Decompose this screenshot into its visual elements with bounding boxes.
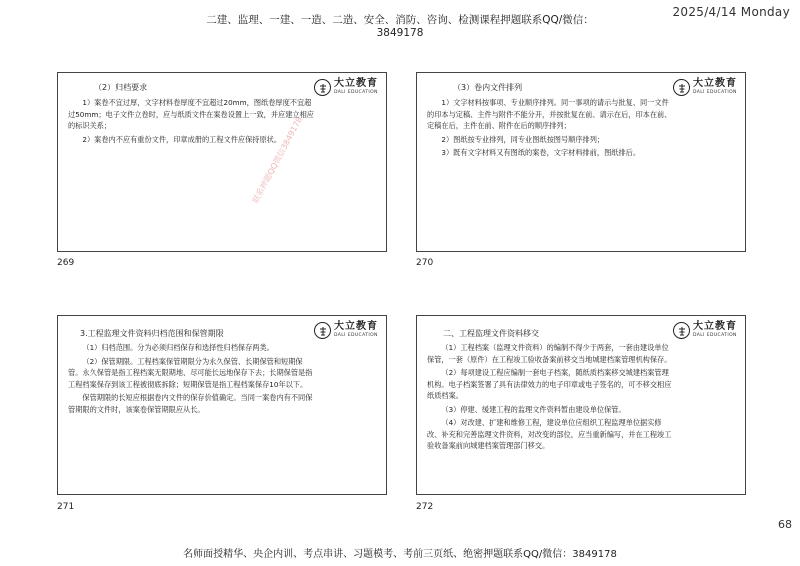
logo-seal-icon	[314, 79, 331, 96]
brand-logo	[314, 322, 378, 339]
logo-seal-icon	[314, 322, 331, 339]
brand-logo	[673, 322, 737, 339]
logo-name: 大立教育	[334, 321, 378, 333]
brand-logo	[673, 79, 737, 96]
logo-name: 大立教育	[693, 321, 737, 333]
logo-seal-icon	[673, 79, 690, 96]
paragraph: 2）案卷内不应有重份文件，印章成册的工程文件应保持原状。	[82, 134, 282, 144]
slide-body	[68, 97, 316, 147]
slide-heading: （3）卷内文件排列	[453, 83, 523, 92]
page-number: 272	[416, 502, 434, 512]
slide-272	[416, 315, 746, 495]
paragraph: （2）保管期限。工程档案保管期限分为永久保管、长期保管和短期保管。永久保管是指工程档案无限期地、尽可能长远地保存下去；长期保管是指工程档案保存到该工程被彻底拆除；短期保管是指工程档案保存10年以下。	[68, 356, 313, 389]
slide-271	[57, 315, 387, 495]
logo-name: 大立教育	[693, 78, 737, 90]
logo-name: 大立教育	[334, 78, 378, 90]
paragraph: （2）每项建设工程应编制一套电子档案，随纸质档案移交城建档案管理机构。电子档案签署了具有法律效力的电子印章或电子签名的，可不移交相应纸质档案。	[427, 368, 672, 401]
header-contact-text: 二建、监理、一建、一造、二造、安全、消防、咨询、检测课程押题联系QQ/微信：3849178	[206, 14, 594, 39]
brand-logo	[314, 79, 378, 96]
paragraph: 2）图纸按专业排列，同专业图纸按图号顺序排列；	[441, 134, 605, 144]
page-number: 271	[57, 502, 75, 512]
logo-seal-icon	[673, 322, 690, 339]
paragraph: （4）对改建、扩建和维修工程，建设单位应组织工程监理单位据实修改、补充和完善监理文件资料，对改变的部位，应当重新编写，并在工程竣工验收备案前向城建档案管理部门移交。	[427, 418, 672, 451]
slide-heading: 二、工程监理文件资料移交	[443, 329, 539, 338]
sheet-number: 68	[778, 518, 792, 531]
footer-contact-text: 名师面授精华、央企内训、考点串讲、习题模考、考前三页纸、绝密押题联系QQ/微信：3849178	[183, 549, 617, 560]
header-date: 2025/4/14 Monday	[672, 5, 790, 19]
page-number: 270	[416, 258, 434, 268]
slide-body	[427, 342, 675, 454]
logo-subtitle: DALI EDUCATION	[693, 333, 737, 339]
paragraph: （1）工程档案（监理文件资料）的编制不得少于两套，一套由建设单位保管，一套（原件）在工程竣工验收备案前移交当地城建档案管理机构保存。	[427, 343, 672, 364]
page-number: 269	[57, 258, 75, 268]
slide-heading: 3.工程监理文件资料归档范围和保管期限	[80, 329, 224, 338]
slide-heading: （2）归档要求	[94, 83, 148, 92]
paragraph: 1）文字材料按事项、专业顺序排列。同一事项的请示与批复、同一文件的印本与定稿、主件与附件不能分开，并按批复在前、请示在后，印本在前、定稿在后，主件在前、附件在后的顺序排列；	[427, 98, 672, 131]
slide-body	[68, 342, 316, 417]
logo-subtitle: DALI EDUCATION	[334, 90, 378, 96]
paragraph: 3）既有文字材料又有图纸的案卷，文字材料排前，图纸排后。	[441, 148, 641, 158]
watermark-text: 联系押题QQ微信3849178	[250, 115, 305, 205]
slide-269	[57, 72, 387, 252]
logo-subtitle: DALI EDUCATION	[693, 90, 737, 96]
slide-270	[416, 72, 746, 252]
logo-subtitle: DALI EDUCATION	[334, 333, 378, 339]
slide-body	[427, 97, 675, 161]
paragraph: 1）案卷不宜过厚，文字材料卷厚度不宜超过20mm，图纸卷厚度不宜超过50mm；电子文件立卷时，应与纸质文件在案卷设置上一致，并应建立相应的标识关系；	[68, 98, 314, 131]
paragraph: 保管期限的长短应根据卷内文件的保存价值确定。当同一案卷内有不同保管期限的文件时，该案卷保管期限应从长。	[68, 393, 313, 414]
paragraph: （1）归档范围。分为必须归档保存和选择性归档保存两类。	[82, 343, 274, 352]
paragraph: （3）停建、缓建工程的监理文件资料暂由建设单位保管。	[441, 404, 626, 414]
